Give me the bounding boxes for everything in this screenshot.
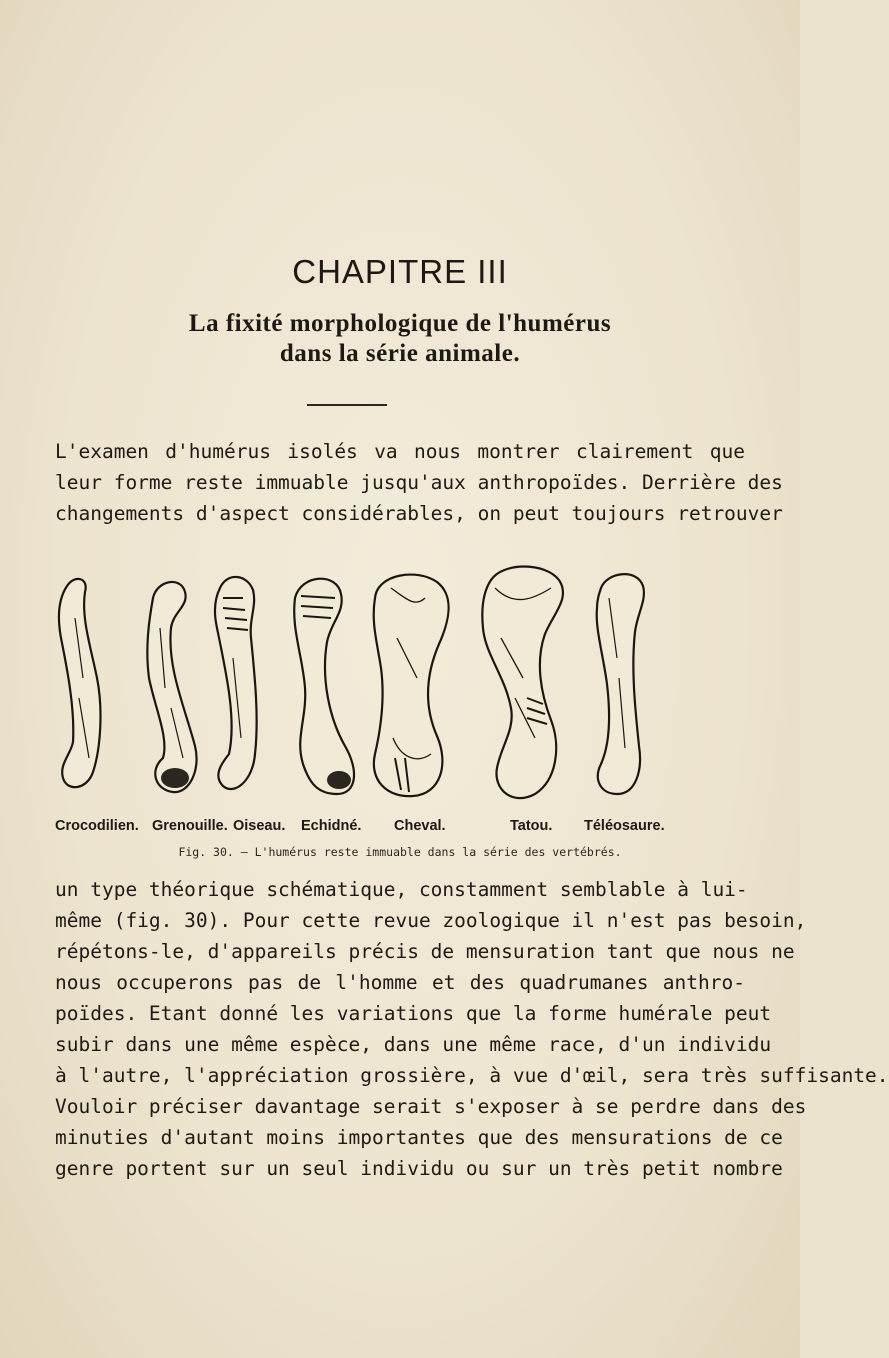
label-teleosaure: Téléosaure. (584, 818, 665, 834)
figure-caption: Fig. 30. — L'humérus reste immuable dans la série des vertébrés. (178, 845, 622, 859)
label-crocodilien: Crocodilien. (55, 818, 139, 834)
text-line: leur forme reste immuable jusqu'aux anthropoïdes. Derrière des (55, 471, 783, 494)
humerus-figure (45, 558, 755, 808)
text-line: un type théorique schématique, constamment semblable à lui- (55, 878, 748, 901)
humerus-oiseau-illustration (215, 577, 257, 789)
text-line: poïdes. Etant donné les variations que la forme humérale peut (55, 1002, 772, 1025)
label-tatou: Tatou. (510, 818, 553, 834)
text-line: même (fig. 30). Pour cette revue zoologique il n'est pas besoin, (55, 909, 807, 932)
paragraph-intro (55, 436, 783, 529)
chapter-title-line-1: La fixité morphologique de l'humérus (188, 310, 612, 337)
humerus-grenouille-illustration (147, 582, 196, 792)
label-cheval: Cheval. (394, 818, 446, 834)
chapter-heading: CHAPITRE III (292, 253, 508, 290)
text-line: minuties d'autant moins importantes que des mensurations de ce (55, 1126, 783, 1149)
text-line: subir dans une même espèce, dans une même race, d'un individu (55, 1033, 772, 1056)
label-grenouille: Grenouille. (152, 818, 228, 834)
humerus-tatou-illustration (482, 567, 563, 799)
humerus-teleosaure-illustration (597, 574, 644, 794)
label-echidne: Echidné. (301, 818, 362, 834)
text-line: à l'autre, l'appréciation grossière, à vue d'œil, sera très suffisante. (55, 1064, 889, 1087)
humerus-echidne-illustration (294, 579, 354, 794)
humerus-crocodilien-illustration (59, 579, 100, 787)
text-line: nous occuperons pas de l'homme et des quadrumanes anthro- (55, 971, 745, 994)
label-oiseau: Oiseau. (233, 818, 286, 834)
paragraph-main (55, 874, 889, 1184)
text-line: changements d'aspect considérables, on peut toujours retrouver (55, 502, 783, 525)
humerus-cheval-illustration (374, 575, 449, 797)
text-line: L'examen d'humérus isolés va nous montrer clairement que (55, 440, 745, 463)
text-line: répétons-le, d'appareils précis de mensuration tant que nous ne (55, 940, 795, 963)
figure-labels (0, 818, 800, 840)
text-line: genre portent sur un seul individu ou sur un très petit nombre (55, 1157, 783, 1180)
separator-rule (307, 404, 387, 406)
chapter-title-line-2: dans la série animale. (279, 340, 521, 367)
text-line: Vouloir préciser davantage serait s'exposer à se perdre dans des (55, 1095, 807, 1118)
